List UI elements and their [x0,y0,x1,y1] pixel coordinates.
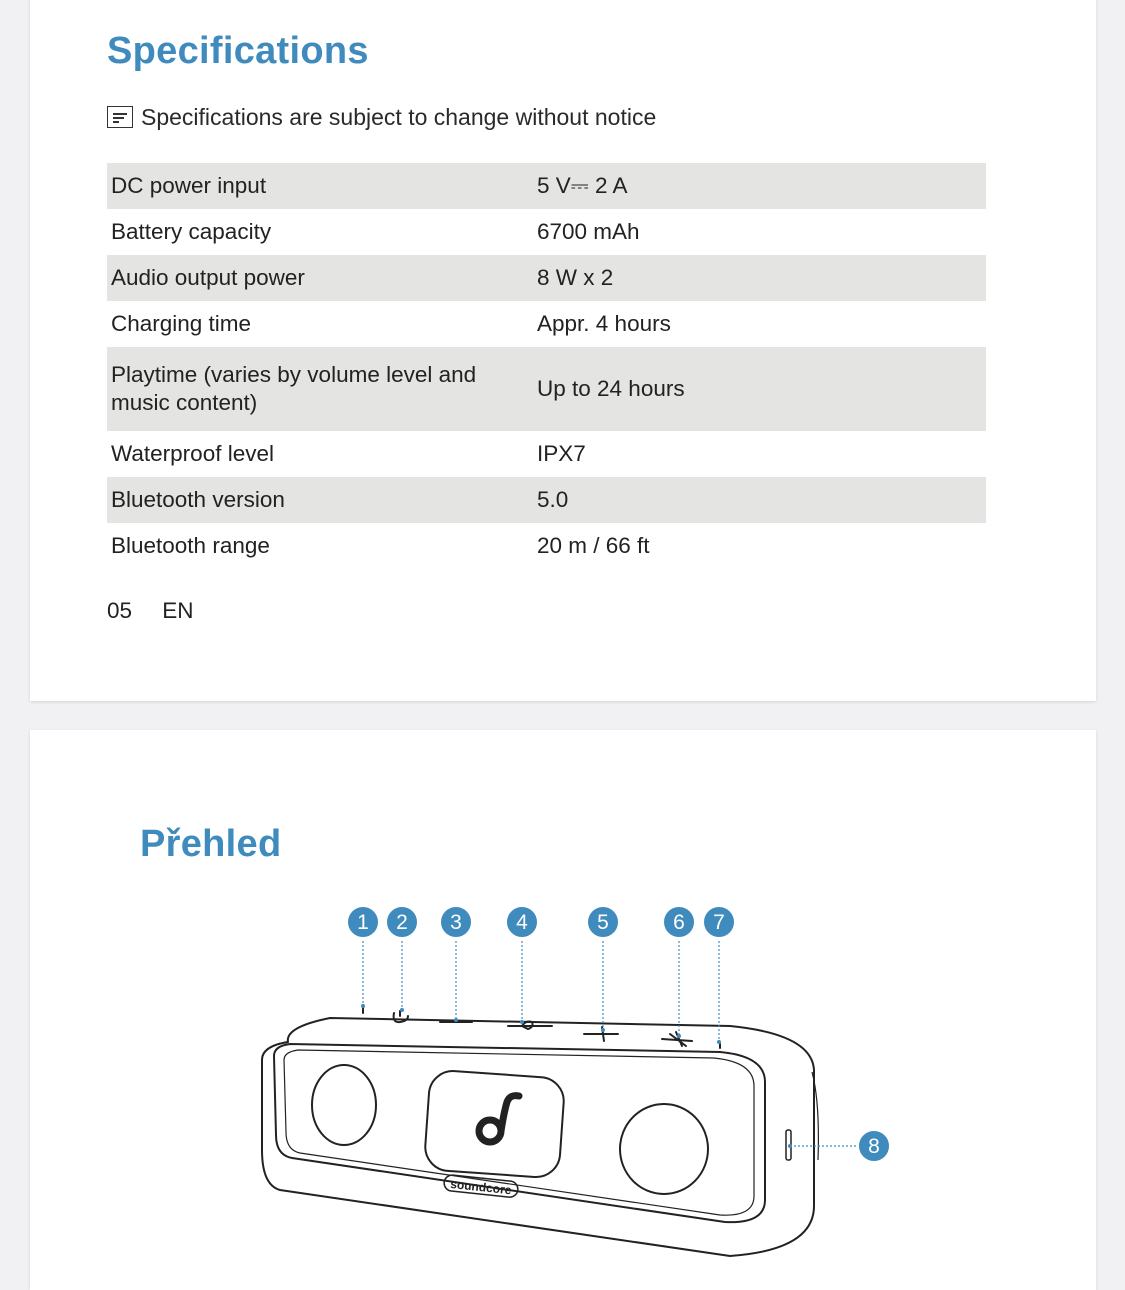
logo-text: soundcore [449,1176,513,1198]
spec-label: Waterproof level [111,441,274,466]
svg-text:5: 5 [597,911,609,934]
soundcore-logo-icon [479,1096,519,1142]
spec-value: IPX7 [537,441,586,466]
spec-label: Battery capacity [111,219,272,244]
page-footer [107,598,194,624]
spec-value: Up to 24 hours [537,376,685,401]
table-row [107,477,986,523]
note-icon [107,106,133,128]
spec-label: Charging time [111,311,252,336]
spec-label: Bluetooth version [111,487,285,512]
svg-text:4: 4 [516,911,528,934]
volume-up-icon [584,1027,618,1041]
page-number: 05 [107,598,133,623]
spec-value: 8 W x 2 [537,265,614,290]
power-icon [394,1011,408,1022]
spec-note [107,104,656,130]
right-driver [620,1104,708,1194]
table-row [107,163,986,209]
spec-label: DC power input [111,173,267,198]
spec-value: 5 V⎓ 2 A [537,173,628,198]
svg-text:8: 8 [868,1135,880,1158]
callout-4 [506,906,538,938]
manual-page-specifications [30,0,1096,701]
spec-table [107,163,986,569]
spec-value: 5.0 [537,487,569,512]
svg-text:1: 1 [357,911,369,934]
language-code: EN [162,598,194,623]
svg-text:3: 3 [450,911,462,934]
table-row [107,523,986,569]
note-text: Specifications are subject to change without notice [141,103,657,130]
page-title: Specifications [107,30,369,72]
table-row [107,255,986,301]
speaker-body [262,1018,818,1256]
callout-1 [347,906,379,938]
svg-text:2: 2 [396,911,408,934]
section-title: Přehled [140,823,282,865]
spec-value: 20 m / 66 ft [537,533,650,558]
callout-7 [703,906,735,938]
spec-value: 6700 mAh [537,219,640,244]
spec-label: Playtime (varies by volume level and music content) [111,362,477,415]
speaker-diagram [30,730,1096,1273]
spec-label: Audio output power [111,265,305,290]
table-row [107,431,986,477]
spec-value: Appr. 4 hours [537,311,671,336]
svg-text:6: 6 [673,911,685,934]
table-row [107,209,986,255]
callout-8 [858,1130,890,1162]
spec-label: Bluetooth range [111,533,270,558]
callout-6 [663,906,695,938]
callout-5 [587,906,619,938]
bluetooth-icon [662,1032,692,1046]
table-row [107,347,986,431]
svg-text:7: 7 [713,911,725,934]
callout-2 [386,906,418,938]
left-driver [312,1065,376,1145]
table-row [107,301,986,347]
manual-page-overview [30,730,1096,1290]
callout-3 [440,906,472,938]
top-controls [363,1007,720,1048]
